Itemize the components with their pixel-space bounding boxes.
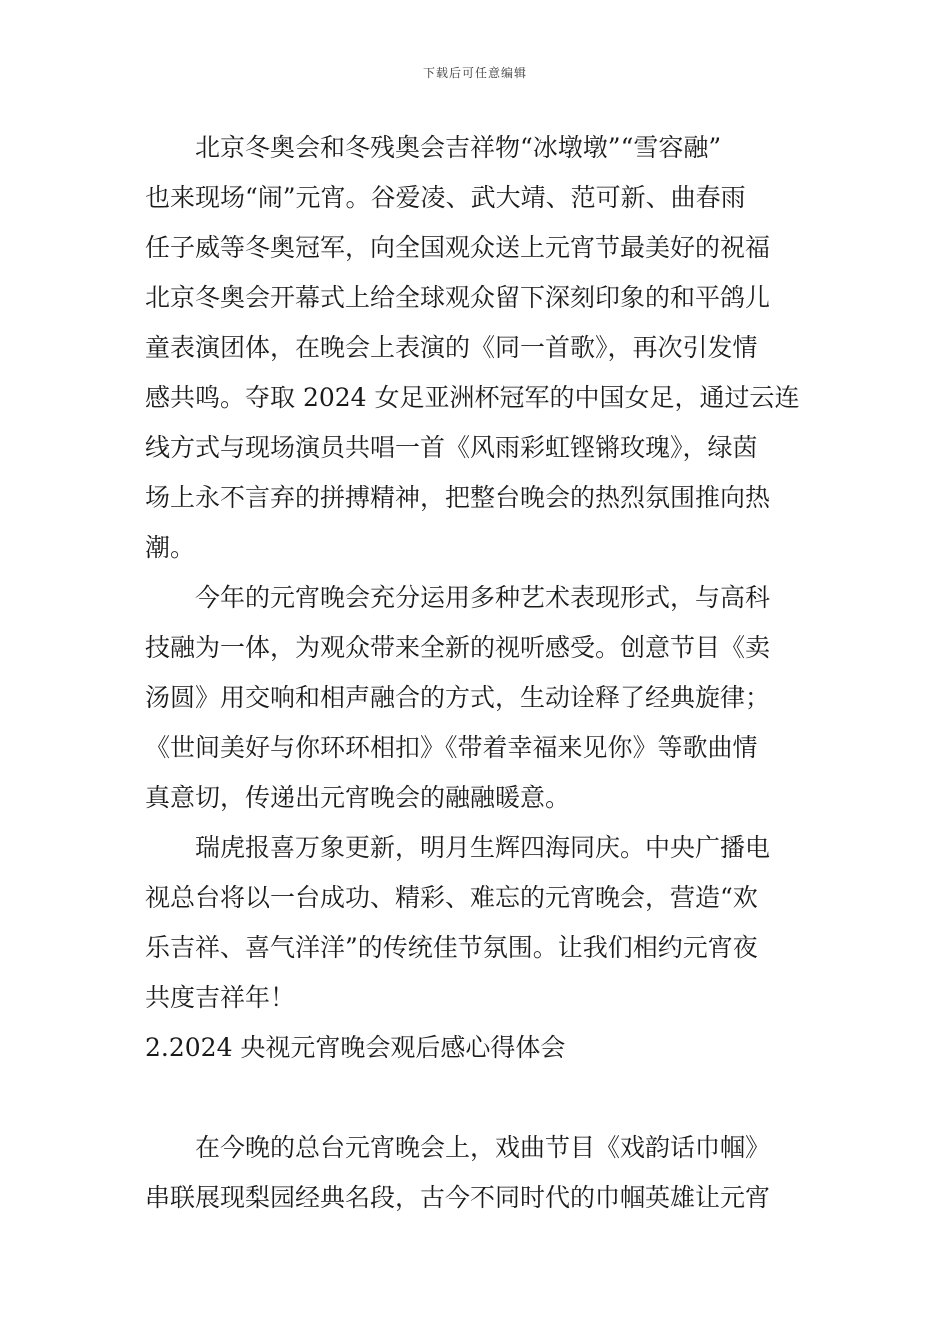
text-line: 潮。 xyxy=(145,533,196,562)
text-line: 共度吉祥年！ xyxy=(145,983,296,1012)
text-line: 《世间美好与你环环相扣》《带着幸福来见你》等歌曲情 xyxy=(145,733,758,762)
text-line: 真意切，传递出元宵晚会的融融暖意。 xyxy=(145,783,571,812)
text-line: 视总台将以一台成功、精彩、难忘的元宵晚会，营造“欢 xyxy=(145,883,758,912)
download-editable-note: 下载后可任意编辑 xyxy=(422,66,527,80)
text-line: 线方式与现场演员共唱一首《风雨彩虹铿锵玫瑰》，绿茵 xyxy=(145,433,758,462)
text-line: 任子威等冬奥冠军，向全国观众送上元宵节最美好的祝福 xyxy=(145,233,771,262)
text-line: 北京冬奥会开幕式上给全球观众留下深刻印象的和平鸽儿 xyxy=(145,283,771,312)
text-line: 在今晚的总台元宵晚会上，戏曲节目《戏韵话巾帼》 xyxy=(195,1133,771,1162)
text-line: 场上永不言弃的拼搏精神，把整台晚会的热烈氛围推向热 xyxy=(145,483,771,512)
text-line: 汤圆》用交响和相声融合的方式，生动诠释了经典旋律； xyxy=(145,683,771,712)
text-line: 北京冬奥会和冬残奥会吉祥物“冰墩墩”“雪容融” xyxy=(195,133,722,162)
text-line: 乐吉祥、喜气洋洋”的传统佳节氛围。让我们相约元宵夜 xyxy=(145,933,758,962)
section-heading: 2.2024 央视元宵晚会观后感心得体会 xyxy=(145,1033,566,1062)
text-line: 也来现场“闹”元宵。谷爱凌、武大靖、范可新、曲春雨 xyxy=(145,183,746,212)
text-line: 串联展现梨园经典名段，古今不同时代的巾帼英雄让元宵 xyxy=(145,1183,771,1212)
text-line: 感共鸣。夺取 2024 女足亚洲杯冠军的中国女足，通过云连 xyxy=(145,383,800,412)
text-line: 瑞虎报喜万象更新，明月生辉四海同庆。中央广播电 xyxy=(195,833,771,862)
text-line: 技融为一体，为观众带来全新的视听感受。创意节目《卖 xyxy=(145,633,771,662)
text-line: 童表演团体，在晚会上表演的《同一首歌》，再次引发情 xyxy=(145,333,758,362)
text-line: 今年的元宵晚会充分运用多种艺术表现形式，与高科 xyxy=(195,583,771,612)
